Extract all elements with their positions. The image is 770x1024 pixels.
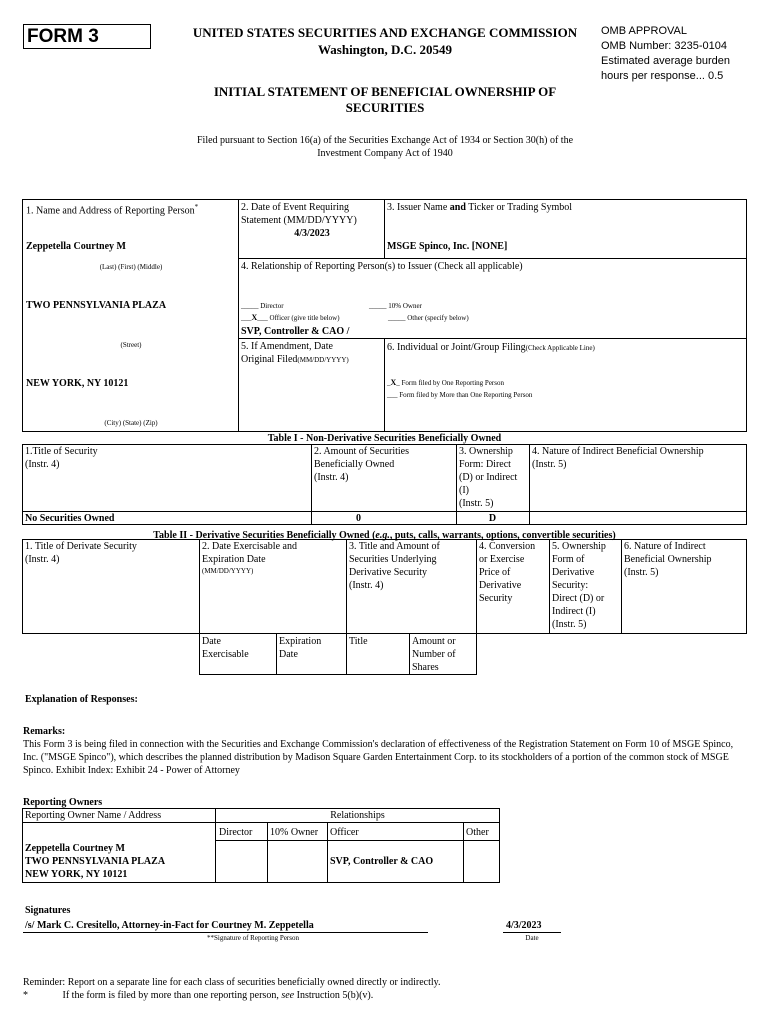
issuer-label: 3. Issuer Name and Ticker or Trading Symbol <box>387 202 573 213</box>
owners-col-relationships: Relationships <box>330 810 385 821</box>
t2-sub-date-exercisable: Date Exercisable <box>202 636 249 660</box>
t2-col-title: 1. Title of Derivate Security (Instr. 4) <box>25 541 137 565</box>
owner-officer-title: SVP, Controller & CAO <box>330 856 434 867</box>
signer-name: /s/ Mark C. Cresitello, Attorney-in-Fact for Courtney M. Zeppetella <box>25 920 314 931</box>
officer-title: SVP, Controller & CAO / <box>241 326 350 337</box>
form-title-line: SECURITIES <box>345 100 425 115</box>
street-caption: (Street) <box>120 341 142 349</box>
divider <box>384 199 385 259</box>
omb-line: Estimated average burden <box>601 55 731 67</box>
filed-pursuant <box>140 134 630 160</box>
t1-col-form: 3. Ownership Form: Direct (D) or Indirect (I) (Instr. 5) <box>459 446 518 509</box>
omb-approval <box>601 24 761 84</box>
t2-col-dates: 2. Date Exercisable and Expiration Date (MM/DD/YYYY) <box>202 541 297 575</box>
table1-title: Table I - Non-Derivative Securities Beneficially Owned <box>267 433 502 444</box>
name-caption: (Last) (First) (Middle) <box>99 263 163 271</box>
joint-option-check: X <box>390 378 397 387</box>
signature-caption: **Signature of Reporting Person <box>207 934 299 942</box>
city-value: NEW YORK, NY 10121 <box>26 378 129 389</box>
omb-line: OMB APPROVAL <box>601 25 687 37</box>
issuer-value: MSGE Spinco, Inc. [NONE] <box>387 241 508 252</box>
divider <box>346 539 347 634</box>
divider <box>463 822 464 883</box>
agency-name: UNITED STATES SECURITIES AND EXCHANGE COMMISSION <box>192 25 578 40</box>
signature-date: 4/3/2023 <box>506 920 542 931</box>
event-date-label: 2. Date of Event Requiring Statement (MM/DD/YYYY) <box>241 202 357 226</box>
divider <box>215 840 500 841</box>
joint-option-two: ___ Form filed by More than One Reporting Person <box>387 391 533 399</box>
t2-col-ownership: 5. Ownership Form of Derivative Security: Direct (D) or Indirect (I) (Instr. 5) <box>552 541 606 630</box>
reminder-text: Reminder: Report on a separate line for each class of securities beneficially owned directly or indirectly. <box>23 977 441 988</box>
form-title <box>150 84 620 116</box>
divider <box>409 634 410 675</box>
divider <box>549 539 550 634</box>
divider <box>199 539 200 634</box>
divider <box>621 539 622 634</box>
divider <box>384 338 385 432</box>
t2-col-underlying: 3. Title and Amount of Securities Underlying Derivative Security (Instr. 4) <box>349 541 440 591</box>
event-date-value: 4/3/2023 <box>294 228 330 239</box>
owners-col-owner: 10% Owner <box>270 827 319 838</box>
divider <box>529 444 530 525</box>
divider <box>476 634 477 675</box>
agency-location: Washington, D.C. 20549 <box>318 42 452 57</box>
form-label: FORM 3 <box>27 26 99 47</box>
remarks-heading: Remarks: <box>23 726 66 737</box>
form-title-line: INITIAL STATEMENT OF BENEFICIAL OWNERSHIP OF <box>213 84 557 99</box>
t2-sub-title: Title <box>349 636 368 647</box>
reporting-owners-heading: Reporting Owners <box>23 797 103 808</box>
name-label: 1. Name and Address of Reporting Person* <box>26 203 199 217</box>
t1-col-nature: 4. Nature of Indirect Beneficial Ownership (Instr. 5) <box>532 446 704 470</box>
remarks-text: This Form 3 is being filed in connection with the Securities and Exchange Commission's declaration of effectiveness of the Registration Statement on Form 10 of MSGE Spinco, Inc. ("MSGE Spinco"), which describes the planned distribution by Madison Square Garden Entertainment Corp. to its stockholders of a portion of the common stock of MSGE Spinco. Exhibit Index: Exhibit 24 - Power of Attorney <box>23 739 734 776</box>
rel-owner: _____ 10% Owner <box>369 302 422 310</box>
street-value: TWO PENNSYLVANIA PLAZA <box>26 300 167 311</box>
divider <box>238 258 747 259</box>
t1-col-title: 1.Title of Security (Instr. 4) <box>25 446 98 470</box>
owners-col-officer: Officer <box>330 827 359 838</box>
joint-filing-label: 6. Individual or Joint/Group Filing(Check Applicable Line) <box>387 342 595 353</box>
city-caption: (City) (State) (Zip) <box>104 419 158 427</box>
t2-sub-amount: Amount or Number of Shares <box>412 636 456 673</box>
footnote-star: * <box>23 990 28 1001</box>
rel-director: _____ Director <box>241 302 284 310</box>
t1-row-form: D <box>488 513 497 524</box>
rel-officer: ___X___ Officer (give title below) <box>241 313 340 322</box>
omb-line: OMB Number: 3235-0104 <box>601 40 727 52</box>
footnote: * If the form is filed by more than one reporting person, see Instruction 5(b)(v). <box>23 990 374 1001</box>
table2-title: Table II - Derivative Securities Beneficially Owned (e.g., puts, calls, warrants, options, convertible securities) <box>153 530 616 541</box>
owners-col-name: Reporting Owner Name / Address <box>25 810 162 821</box>
t2-col-nature: 6. Nature of Indirect Beneficial Ownership (Instr. 5) <box>624 541 712 578</box>
name-star: * <box>194 203 199 211</box>
divider <box>346 634 347 675</box>
filed-line: Investment Company Act of 1940 <box>317 148 453 159</box>
divider <box>238 199 239 432</box>
divider <box>276 634 277 675</box>
divider <box>199 634 200 675</box>
t1-col-amount: 2. Amount of Securities Beneficially Owned (Instr. 4) <box>314 446 409 483</box>
t2-col-conversion: 4. Conversion or Exercise Price of Derivative Security <box>479 541 536 604</box>
reporting-person-name: Zeppetella Courtney M <box>26 241 126 252</box>
filed-line: Filed pursuant to Section 16(a) of the Securities Exchange Act of 1934 or Section 30(h) of the <box>196 135 574 146</box>
owners-col-director: Director <box>219 827 253 838</box>
omb-line: hours per response... 0.5 <box>601 70 724 82</box>
divider <box>327 822 328 883</box>
owners-col-other: Other <box>466 827 489 838</box>
divider <box>267 822 268 883</box>
owner-name-address: Zeppetella Courtney M TWO PENNSYLVANIA PLAZA NEW YORK, NY 10121 <box>25 843 166 880</box>
t2-sub-expiration: Expiration Date <box>279 636 322 660</box>
date-caption: Date <box>525 934 539 942</box>
form-label-box <box>23 24 151 49</box>
divider <box>238 338 747 339</box>
amendment-label: 5. If Amendment, Date Original Filed(MM/DD/YYYY) <box>241 341 349 365</box>
divider <box>22 822 500 823</box>
rel-other: _____ Other (specify below) <box>388 314 469 322</box>
explanation-heading: Explanation of Responses: <box>25 694 138 705</box>
t1-row-title: No Securities Owned <box>25 513 115 524</box>
relationship-label: 4. Relationship of Reporting Person(s) to Issuer (Check all applicable) <box>241 261 523 272</box>
signatures-heading: Signatures <box>25 905 71 916</box>
divider <box>476 539 477 634</box>
t1-row-amount: 0 <box>356 513 361 524</box>
joint-option-one: _X_ Form filed by One Reporting Person <box>387 378 504 387</box>
divider <box>199 674 477 675</box>
rel-officer-check: X <box>251 313 258 322</box>
